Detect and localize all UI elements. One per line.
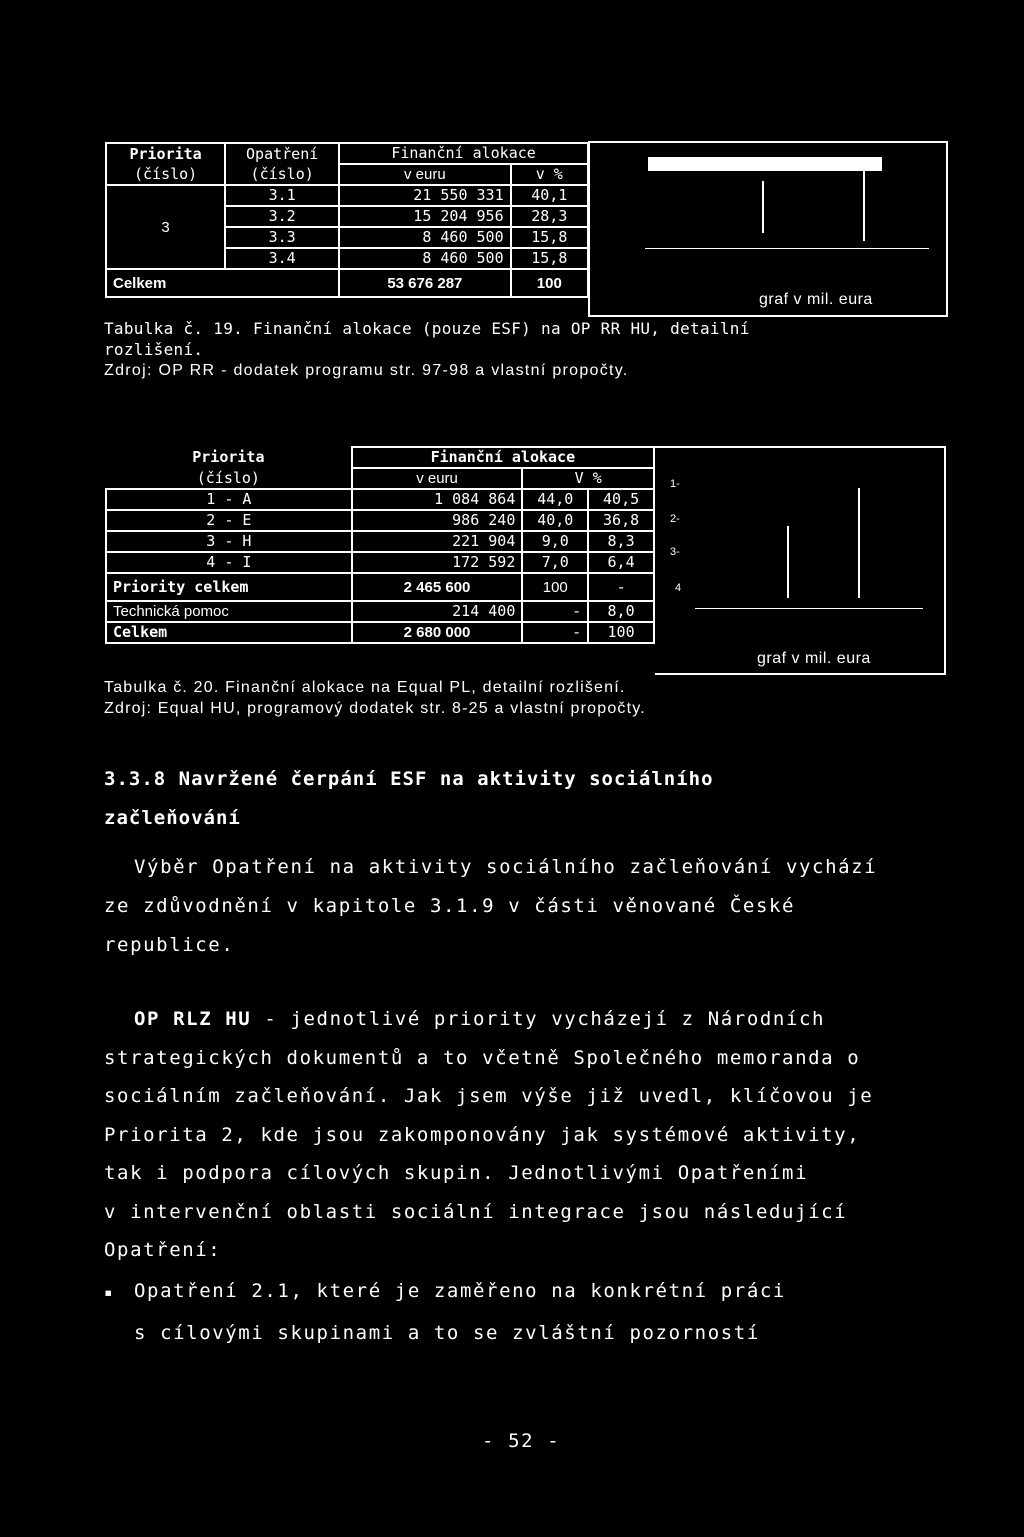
- table-row: [106, 510, 654, 531]
- table-row: [106, 531, 654, 552]
- graph-baseline: [695, 608, 923, 609]
- graph-baseline: [645, 248, 929, 249]
- table-row: [106, 185, 588, 206]
- total-row: [106, 622, 654, 643]
- pct-cell: 44,0: [522, 489, 588, 510]
- table-20: [105, 446, 655, 644]
- section-heading-cont: začleňování: [104, 807, 241, 829]
- total-euro: 2 680 000: [352, 622, 523, 643]
- graph-line: [863, 171, 865, 241]
- paragraph-2: OP RLZ HU - jednotlivé priority vycházejí z Národních strategických dokumentů a to včetně Společného memoranda o sociálním začleňování. Jak jsem výše již uvedl, klíčovou je Priorita 2, kde jsou zakomponovány jak systémové aktivity, tak i podpora cílových skupin. Jednotlivými Opatřeními v intervenční oblasti sociální integrace jsou následující Opatření:: [104, 1008, 874, 1261]
- euro-cell: 172 592: [352, 552, 523, 573]
- table-row: [106, 489, 654, 510]
- graph-line: [858, 488, 860, 598]
- graph-tick: 4: [675, 582, 682, 594]
- section-heading: 3.3.8 Navržené čerpání ESF na aktivity sociálního: [104, 768, 714, 790]
- header-priorita-sub: (číslo): [106, 468, 352, 489]
- total-euro: 53 676 287: [339, 269, 510, 297]
- euro-cell: 15 204 956: [339, 206, 510, 227]
- euro-cell: 221 904: [352, 531, 523, 552]
- priorita-cell: 1 - A: [106, 489, 352, 510]
- header-opatreni-sub: (číslo): [225, 164, 339, 185]
- technical-row: [106, 601, 654, 622]
- priority-total-label: Priority celkem: [106, 573, 352, 601]
- pct-cell: 7,0: [522, 552, 588, 573]
- header-alokace: Finanční alokace: [352, 447, 654, 468]
- total-pct: -: [522, 622, 588, 643]
- graph-bar-top: [648, 157, 882, 171]
- pct-cell: 36,8: [588, 510, 654, 531]
- pct-cell: 40,1: [511, 185, 588, 206]
- euro-cell: 8 460 500: [339, 227, 510, 248]
- euro-cell: 1 084 864: [352, 489, 523, 510]
- table-row: [106, 552, 654, 573]
- euro-cell: 21 550 331: [339, 185, 510, 206]
- paragraph-1: Výběr Opatření na aktivity sociálního začleňování vychází ze zdůvodnění v kapitole 3.1.9 v části věnované České republice.: [104, 856, 878, 956]
- technical-label: Technická pomoc: [106, 601, 352, 622]
- graph-20: [655, 446, 946, 675]
- header-opatreni: Opatření: [225, 143, 339, 164]
- header-v-euru: v euru: [352, 468, 523, 489]
- header-v-euru: v euru: [339, 164, 510, 185]
- technical-euro: 214 400: [352, 601, 523, 622]
- opatreni-cell: 3.3: [225, 227, 339, 248]
- priorita-cell: 2 - E: [106, 510, 352, 531]
- caption-19: Tabulka č. 19. Finanční alokace (pouze ESF) na OP RR HU, detailní rozlišení. Zdroj: OP RR - dodatek programu str. 97-98 a vlastní propočty.: [104, 319, 750, 379]
- graph-line: [787, 526, 789, 598]
- technical-pct: -: [522, 601, 588, 622]
- pct-cell: 9,0: [522, 531, 588, 552]
- op-rlz-hu-label: OP RLZ HU: [134, 1008, 252, 1030]
- page-number: - 52 -: [482, 1430, 561, 1452]
- header-v-pct: v %: [511, 164, 588, 185]
- header-v-pct: V %: [522, 468, 654, 489]
- total-label: Celkem: [106, 622, 352, 643]
- pct-cell: 8,3: [588, 531, 654, 552]
- total-pct: 100: [511, 269, 588, 297]
- bullet-item: ▪ Opatření 2.1, které je zaměřeno na konkrétní práci s cílovými skupinami a to se zvláštní pozorností: [104, 1271, 786, 1353]
- header-alokace: Finanční alokace: [339, 143, 588, 164]
- bullet-icon: ▪: [104, 1285, 115, 1301]
- priority-total-pct: 100: [522, 573, 588, 601]
- pct-cell: 28,3: [511, 206, 588, 227]
- euro-cell: 8 460 500: [339, 248, 510, 269]
- pct-cell: 6,4: [588, 552, 654, 573]
- priority-total-euro: 2 465 600: [352, 573, 523, 601]
- technical-pct: 8,0: [588, 601, 654, 622]
- total-row: [106, 269, 588, 297]
- opatreni-cell: 3.4: [225, 248, 339, 269]
- priority-total-row: [106, 573, 654, 601]
- priorita-cell: 3 - H: [106, 531, 352, 552]
- euro-cell: 986 240: [352, 510, 523, 531]
- total-pct: 100: [588, 622, 654, 643]
- priorita-cell: 4 - I: [106, 552, 352, 573]
- opatreni-cell: 3.1: [225, 185, 339, 206]
- graph-label: graf v mil. eura: [759, 291, 873, 308]
- graph-19: [588, 141, 948, 317]
- caption-20: Tabulka č. 20. Finanční alokace na Equal PL, detailní rozlišení. Zdroj: Equal HU, programový dodatek str. 8-25 a vlastní propočty.: [104, 679, 646, 717]
- pct-cell: 40,0: [522, 510, 588, 531]
- opatreni-cell: 3.2: [225, 206, 339, 227]
- pct-cell: 40,5: [588, 489, 654, 510]
- header-priorita: Priorita: [106, 447, 352, 468]
- table-19: [105, 142, 589, 298]
- graph-tick: 1-: [670, 478, 680, 490]
- priority-cell: 3: [106, 185, 225, 269]
- total-label: Celkem: [106, 269, 339, 297]
- graph-line: [762, 181, 764, 233]
- pct-cell: 15,8: [511, 248, 588, 269]
- graph-tick: 3-: [670, 546, 680, 558]
- header-priorita: Priorita: [106, 143, 225, 164]
- priority-total-pct: -: [588, 573, 654, 601]
- header-priorita-sub: (číslo): [106, 164, 225, 185]
- pct-cell: 15,8: [511, 227, 588, 248]
- graph-tick: 2-: [670, 513, 680, 525]
- graph-label: graf v mil. eura: [757, 650, 871, 667]
